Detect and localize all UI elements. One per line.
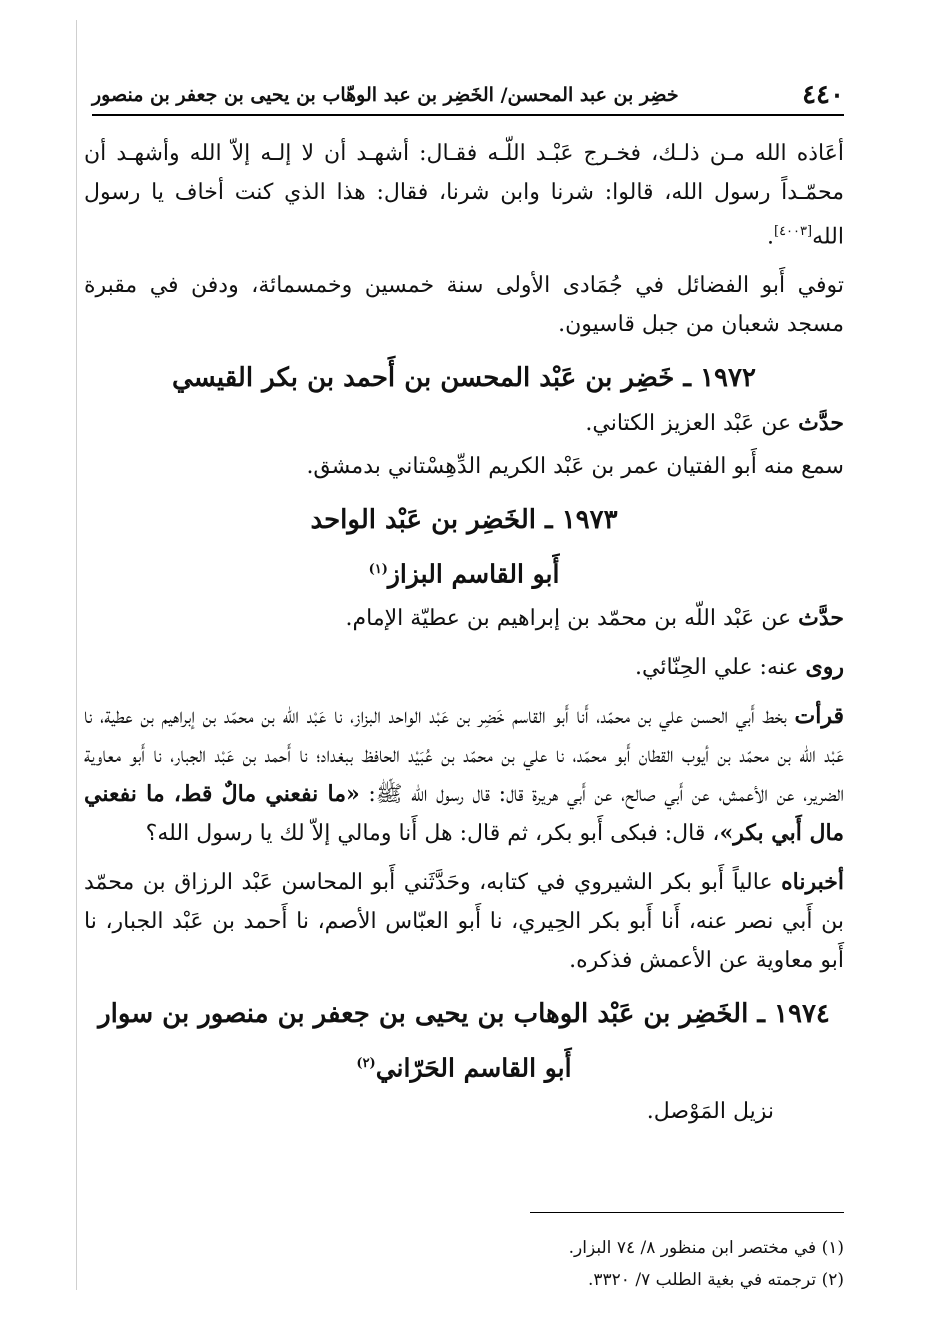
entry-title-1974: ١٩٧٤ ـ الخَضِر بن عَبْد الوهاب بن يحيى بن جعفر بن منصور بن سوار [98,998,830,1029]
lead-word: قرأت [794,702,844,729]
footnote: (٢) ترجمته في بغية الطلب ٧/ ٣٣٢٠. [588,1270,844,1290]
running-title: خضِر بن عبد المحسن/ الخَضِر بن عبد الوهّاب بن يحيى بن جعفر بن منصور [92,84,679,106]
footnotes [444,1232,844,1296]
entry-line [84,404,844,443]
subtitle-text: أَبو القاسم البزاز [387,559,560,589]
paragraph-text: عالياً أَبو بكر الشيروي في كتابه، وحَدَّثَني أَبو المحاسن عَبْد الرزاق بن محمّد بن أَبي نصر عنه، أَنا أَبو بكر الحِيري، نا أَبو العبّاس الأصم، نا أَحمد بن عَبْد الجبار، نا أَبو معاوية عن الأعمش فذكره. [84,869,844,973]
hadith-text: «ما نفعني مالٌ قط، ما نفعني مال أَبي بكر» [84,780,844,846]
footnote-ref: (١) [368,562,388,578]
entry-subtitle-1974 [84,1040,844,1092]
entry-line: سمع منه أَبو الفتيان عمر بن عَبْد الكريم الدِّهِسْتاني بدمشق. [306,454,844,480]
page-header [92,78,844,112]
lead-word: حدَّث [798,604,844,631]
entry-text: عن عَبْد اللّه بن محمّد بن إبراهيم بن عطيّة الإمام. [345,605,799,631]
entry-title-1972: ١٩٧٢ ـ خَضِر بن عَبْد المحسن بن أَحمد بن بكر القيسي [172,363,756,394]
entry-text: عنه: علي الحِنّائي. [635,654,806,680]
entry-text: عن عَبْد العزيز الكتاني. [585,411,799,437]
footnote-ref: [٤٠٠٣] [774,224,813,239]
entry-title-1973: ١٩٧٣ ـ الخَضِر بن عَبْد الواحد [310,505,618,536]
period: . [767,224,774,250]
page-body [84,134,844,1131]
entry-line: نزيل المَوْصل. [646,1098,774,1124]
paragraph [84,863,844,980]
paragraph-text: أعَاذه الله مـن ذلـك، فخـرج عَبْـد اللّـه فقـال: أشهـد أن لا إلـه إلاّ الله وأشهـد أن محمّـداً رسول الله، قالوا: شرنا وابن شرنا، فقال: هذا الذي كنت أخاف يا رسول الله [84,141,844,250]
paragraph [84,134,844,256]
lead-word: روى [805,653,844,680]
footnote-rule [530,1212,844,1213]
paragraph [84,697,844,853]
footnote-ref: (٢) [356,1055,376,1071]
footnote: (١) في مختصر ابن منظور ٨/ ٧٤ البزار. [568,1238,844,1258]
lead-word: حدَّث [798,410,844,437]
entry-line [84,648,844,687]
entry-line [84,599,844,638]
entry-subtitle-1973 [84,546,844,598]
header-rule [92,114,844,116]
paragraph-text: بخط أَبي الحسن علي بن محمّد، أَنا أَبو القاسم خَضِر بن عَبْد الواحد البزاز، نا عَبْد اللّه بن محمّد بن إبراهيم بن عطية، نا عَبْد اللّه بن محمّد بن أيوب القطان أَبو محمّد، نا علي بن محمّد بن عُبَيْد الحافظ ببغداد؛ نا أَحمد بن عَبْد الجبار، نا أَبو معاوية الضرير، عن الأعمش، عن أَبي صالح، عن أَبي هريرة قال: قال رسول الله ﷺ: [84,703,844,807]
page-edge-line [76,20,77,1290]
subtitle-text: أَبو القاسم الحَرّاني [375,1052,572,1082]
paragraph: توفي أَبو الفضائل في جُمَادى الأولى سنة خمسين وخمسمائة، ودفن في مقبرة مسجد شعبان من جبل قاسيون. [84,273,844,338]
lead-word: أخبرناه [781,868,844,895]
paragraph-text: ، قال: فبكى أَبو بكر، ثم قال: هل أَنا ومالي إلاّ لك يا رسول الله؟ [145,820,720,846]
page-number: ٤٤٠ [802,80,844,110]
